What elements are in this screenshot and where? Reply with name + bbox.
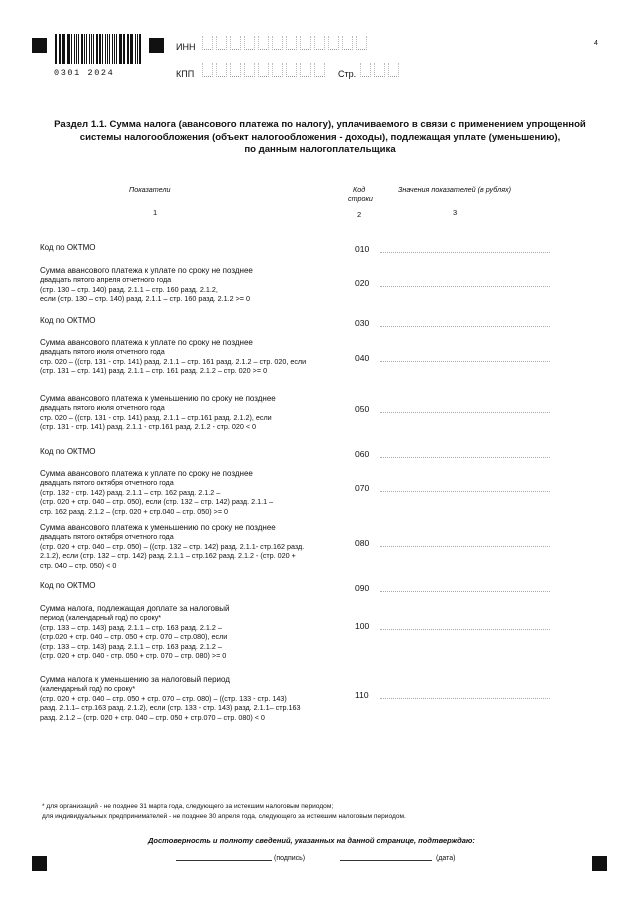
- barcode-bar: [78, 34, 79, 64]
- input-cell[interactable]: [342, 36, 353, 50]
- page-number-field[interactable]: [360, 63, 399, 77]
- barcode-bar: [131, 34, 133, 64]
- row-formula-line: (стр. 020 + стр. 040 – стр. 050), если (стр. 132 – стр. 142) разд. 2.1.1 –: [40, 497, 274, 507]
- input-cell[interactable]: [258, 36, 269, 50]
- input-cell[interactable]: [286, 63, 297, 77]
- barcode-bar: [62, 34, 64, 64]
- signature-line[interactable]: [176, 860, 272, 861]
- row-code: 020: [355, 278, 370, 288]
- row-lead-text: Код по ОКТМО: [40, 243, 96, 252]
- input-cell[interactable]: [230, 63, 241, 77]
- section-title-line2: системы налогообложения (объект налогообложения - доходы), подлежащая уплате (уменьшению),: [79, 131, 561, 143]
- row-lead-text: Код по ОКТМО: [40, 316, 96, 325]
- row-formula-line: (стр. 133 – стр. 143) разд. 2.1.1 – стр. 163 разд. 2.1.2 –: [40, 622, 222, 632]
- column-number-1: 1: [153, 208, 158, 217]
- input-cell[interactable]: [244, 63, 255, 77]
- input-cell[interactable]: [216, 36, 227, 50]
- column-number-2: 2: [357, 210, 362, 219]
- column-header-code-line1: Код: [353, 185, 366, 194]
- barcode: [55, 34, 143, 64]
- row-lead-text: Сумма авансового платежа к уменьшению по сроку не позднее: [40, 394, 276, 403]
- row-code: 110: [355, 690, 369, 700]
- row-formula-line: (стр. 130 – стр. 140) разд. 2.1.1 – стр. 160 разд. 2.1.2,: [40, 284, 218, 294]
- row-code: 040: [355, 353, 370, 363]
- row-formula-line: (календарный год) по сроку*: [40, 684, 136, 694]
- barcode-bar: [105, 34, 106, 64]
- barcode-bar: [76, 34, 78, 64]
- date-line[interactable]: [340, 860, 432, 861]
- barcode-bar: [123, 34, 124, 64]
- barcode-bar: [93, 34, 94, 64]
- row-lead-text: Сумма налога, подлежащая доплате за налоговый: [40, 604, 230, 613]
- row-lead-text: Сумма авансового платежа к уплате по сроку не позднее: [40, 266, 253, 275]
- barcode-bar: [109, 34, 110, 64]
- input-cell[interactable]: [374, 63, 385, 77]
- row-code: 030: [355, 318, 370, 328]
- row-010-value-field[interactable]: [380, 243, 550, 253]
- input-cell[interactable]: [286, 36, 297, 50]
- barcode-bar: [137, 34, 138, 64]
- row-formula-line: (стр. 133 – стр. 143) разд. 2.1.1 – стр. 163 разд. 2.1.2 –: [40, 641, 222, 651]
- row-formula-line: двадцать пятого июля отчетного года: [40, 403, 165, 413]
- row-100-value-field[interactable]: [380, 620, 550, 630]
- input-cell[interactable]: [388, 63, 399, 77]
- input-cell[interactable]: [300, 36, 311, 50]
- barcode-bar: [107, 34, 109, 64]
- input-cell[interactable]: [356, 36, 367, 50]
- row-formula-line: двадцать пятого октября отчетного года: [40, 532, 174, 542]
- input-cell[interactable]: [314, 63, 325, 77]
- row-formula-line: двадцать пятого июля отчетного года: [40, 347, 165, 357]
- row-formula-line: (стр. 020 + стр. 040 – стр. 050) – ((стр. 132 – стр. 142) разд. 2.1.1- стр.162 разд.: [40, 541, 305, 551]
- corner-marker-top-left: [32, 38, 47, 53]
- row-080-label: [40, 523, 310, 570]
- date-label: (дата): [436, 855, 456, 862]
- barcode-bar: [59, 34, 60, 64]
- barcode-bar: [68, 34, 70, 64]
- section-title: [26, 119, 614, 157]
- confirmation-text: Достоверность и полноту сведений, указанных на данной странице, подтверждаю:: [148, 836, 475, 845]
- row-formula-line: стр. 162 разд. 2.1.2 – (стр. 020 + стр.040 – стр. 050) >= 0: [40, 506, 229, 516]
- barcode-bar: [81, 34, 83, 64]
- barcode-bar: [91, 34, 92, 64]
- row-formula-line: (стр. 132 - стр. 142) разд. 2.1.1 – стр. 162 разд. 2.1.2 –: [40, 487, 221, 497]
- barcode-bar: [135, 34, 136, 64]
- barcode-bar: [112, 34, 113, 64]
- page-corner-number: 4: [594, 40, 598, 47]
- row-lead-text: Код по ОКТМО: [40, 447, 96, 456]
- row-code: 070: [355, 483, 370, 493]
- row-formula-line: разд. 2.1.1– стр.163 разд. 2.1.2), если (стр. 133 - стр. 143) разд. 2.1.1– стр.163: [40, 703, 301, 713]
- column-number-3: 3: [453, 208, 458, 217]
- row-110-label: [40, 675, 310, 722]
- input-cell[interactable]: [202, 36, 213, 50]
- input-cell[interactable]: [244, 36, 255, 50]
- row-formula-line: двадцать пятого октября отчетного года: [40, 478, 174, 488]
- row-code: 080: [355, 538, 370, 548]
- input-cell[interactable]: [216, 63, 227, 77]
- row-110-value-field[interactable]: [380, 689, 550, 699]
- row-040-label: [40, 338, 310, 376]
- input-cell[interactable]: [272, 36, 283, 50]
- input-cell[interactable]: [360, 63, 371, 77]
- row-formula-line: 2.1.2), если (стр. 132 – стр. 142) разд. 2.1.1 – стр.162 разд. 2.1.2 - (стр. 020 +: [40, 551, 296, 561]
- row-formula-line: (стр. 131 – стр. 141) разд. 2.1.1 – стр. 161 разд. 2.1.2 – стр. 020 >= 0: [40, 366, 268, 376]
- input-cell[interactable]: [314, 36, 325, 50]
- row-050-label: [40, 394, 310, 432]
- input-cell[interactable]: [300, 63, 311, 77]
- row-formula-line: стр. 040 – стр. 050) < 0: [40, 560, 117, 570]
- barcode-bar: [86, 34, 87, 64]
- input-cell[interactable]: [272, 63, 283, 77]
- row-lead-text: Сумма авансового платежа к уменьшению по сроку не позднее: [40, 523, 276, 532]
- row-020-label: [40, 266, 310, 304]
- footnote-line2: для индивидуальных предпринимателей - не позднее 30 апреля года, следующего за истекшим налоговым периодом.: [42, 813, 406, 820]
- signature-label: (подпись): [274, 855, 306, 862]
- row-code: 100: [355, 621, 370, 631]
- row-100-label: [40, 604, 310, 660]
- inn-field[interactable]: [202, 36, 367, 50]
- row-code: 060: [355, 449, 370, 459]
- input-cell[interactable]: [328, 36, 339, 50]
- row-formula-line: период (календарный год) по сроку*: [40, 613, 162, 623]
- row-030-label: [40, 316, 310, 325]
- row-090-value-field[interactable]: [380, 582, 550, 592]
- input-cell[interactable]: [258, 63, 269, 77]
- row-070-label: [40, 469, 310, 516]
- row-050-value-field[interactable]: [380, 403, 550, 413]
- kpp-label: КПП: [176, 69, 195, 79]
- section-title-line3: по данным налогоплательщика: [244, 144, 396, 155]
- barcode-bar: [89, 34, 91, 64]
- row-formula-line: (стр.020 + стр. 040 – стр. 050 + стр. 070 – стр.080), если: [40, 632, 228, 642]
- row-020-value-field[interactable]: [380, 277, 550, 287]
- column-header-code-line2: строки: [348, 194, 373, 203]
- barcode-bar: [130, 34, 131, 64]
- barcode-bar: [67, 34, 68, 64]
- column-header-values: Значения показателей (в рублях): [398, 185, 512, 194]
- barcode-number: 0301 2024: [54, 68, 115, 78]
- row-060-value-field[interactable]: [380, 448, 550, 458]
- row-lead-text: Сумма авансового платежа к уплате по сроку не позднее: [40, 338, 253, 347]
- barcode-bar: [60, 34, 61, 64]
- row-code: 050: [355, 404, 370, 414]
- section-title-line1: Раздел 1.1. Сумма налога (авансового платежа по налогу), уплачиваемого в связи с применением упрощенной: [54, 119, 586, 130]
- row-lead-text: Сумма налога к уменьшению за налоговый период: [40, 675, 230, 684]
- barcode-bar: [116, 34, 117, 64]
- corner-marker-top-mid: [149, 38, 164, 53]
- barcode-bar: [102, 34, 103, 64]
- barcode-bar: [55, 34, 57, 64]
- barcode-bar: [96, 34, 98, 64]
- row-lead-text: Сумма авансового платежа к уплате по сроку не позднее: [40, 469, 253, 478]
- corner-marker-bottom-right: [592, 856, 607, 871]
- row-080-value-field[interactable]: [380, 537, 550, 547]
- corner-marker-bottom-left: [32, 856, 47, 871]
- barcode-bar: [71, 34, 72, 64]
- row-formula-line: двадцать пятого апреля отчетного года: [40, 275, 172, 285]
- row-090-label: [40, 581, 310, 590]
- column-header-indicators: Показатели: [129, 185, 171, 194]
- row-code: 090: [355, 583, 370, 593]
- input-cell[interactable]: [202, 63, 213, 77]
- footnote-line1: * для организаций - не позднее 31 марта года, следующего за истекшим налоговым периодом;: [42, 803, 334, 810]
- row-code: 010: [355, 244, 370, 254]
- row-030-value-field[interactable]: [380, 317, 550, 327]
- row-formula-line: если (стр. 130 – стр. 140) разд. 2.1.1 – стр. 160 разд. 2.1.2 >= 0: [40, 294, 251, 304]
- row-lead-text: Код по ОКТМО: [40, 581, 96, 590]
- row-070-value-field[interactable]: [380, 482, 550, 492]
- barcode-bar: [124, 34, 125, 64]
- barcode-bar: [119, 34, 121, 64]
- row-formula-line: (стр. 020 + стр. 040 - стр. 050 + стр. 070 – стр. 080) >= 0: [40, 651, 227, 661]
- input-cell[interactable]: [230, 36, 241, 50]
- barcode-bar: [99, 34, 101, 64]
- page-label: Стр.: [338, 69, 357, 79]
- row-040-value-field[interactable]: [380, 352, 550, 362]
- row-formula-line: разд. 2.1.2 – (стр. 020 + стр. 040 – стр. 050 + стр.070 – стр. 080) < 0: [40, 712, 265, 722]
- barcode-bar: [139, 34, 141, 64]
- row-formula-line: стр. 020 – ((стр. 131 - стр. 141) разд. 2.1.1 – стр. 161 разд. 2.1.2 – стр. 020, если: [40, 356, 307, 366]
- row-formula-line: стр. 020 – ((стр. 131 - стр. 141) разд. 2.1.1 – стр.161 разд. 2.1.2), если: [40, 412, 272, 422]
- row-060-label: [40, 447, 310, 456]
- inn-label: ИНН: [176, 42, 196, 52]
- kpp-field[interactable]: [202, 63, 325, 77]
- barcode-bar: [74, 34, 75, 64]
- barcode-bar: [127, 34, 129, 64]
- row-010-label: [40, 243, 310, 252]
- row-formula-line: (стр. 020 + стр. 040 – стр. 050 + стр. 070 – стр. 080) – ((стр. 133 - стр. 143): [40, 693, 287, 703]
- barcode-bar: [114, 34, 116, 64]
- barcode-bar: [84, 34, 85, 64]
- row-formula-line: (стр. 131 - стр. 141) разд. 2.1.1 - стр.161 разд. 2.1.2 - стр. 020 < 0: [40, 422, 257, 432]
